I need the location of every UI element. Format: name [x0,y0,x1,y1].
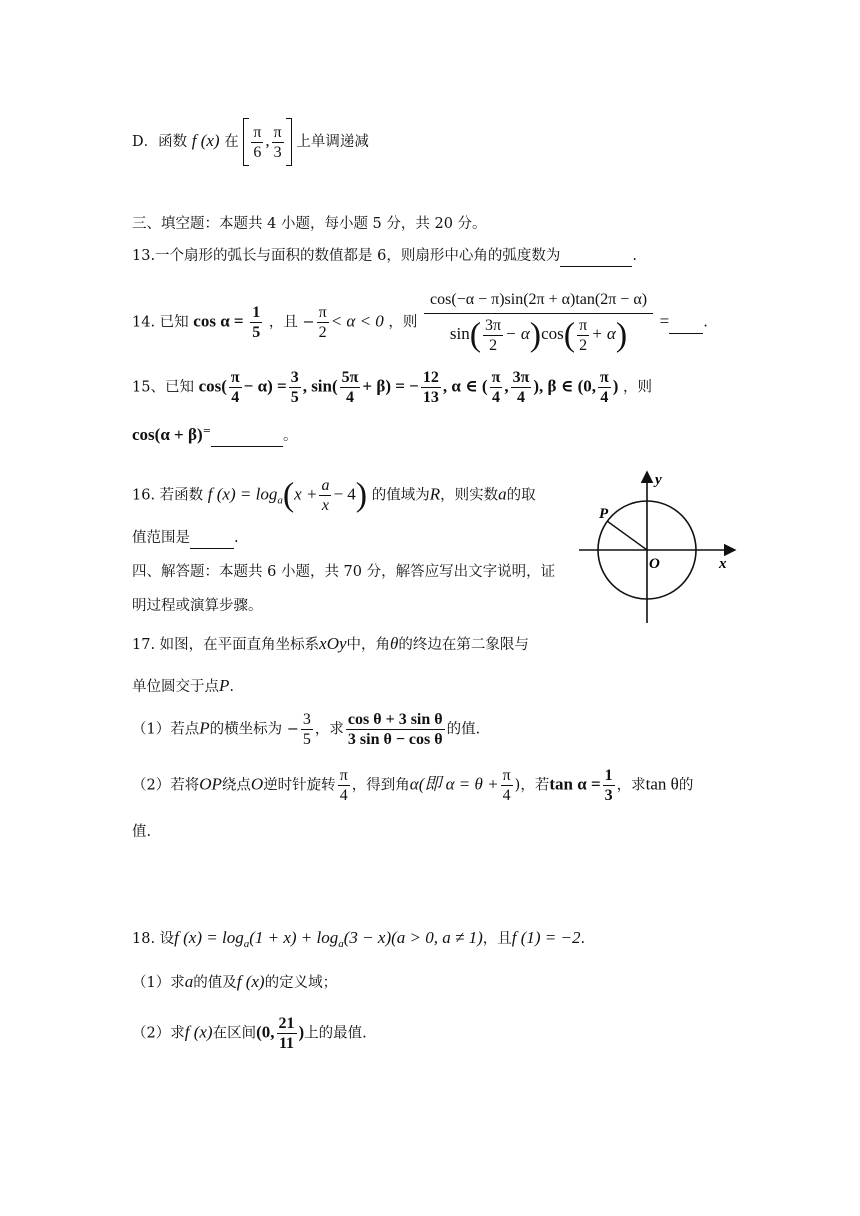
question-18-part-2: （2）求f (x)在区间(0, $\frac{21}{11}$ )上的最值. [132,1015,367,1052]
label-o: O [649,556,660,572]
answer-blank [190,528,234,549]
question-18-part-1: （1）求a的值及f (x)的定义域； [132,972,338,991]
function-fx: f (x) [191,131,220,150]
big-fraction: cos(−α − π)sin(2π + α)tan(2π − α) sin( $\frac{3\pi}{2}$ − α)cos( $\frac{\pi}{2}$ + α) [424,290,653,355]
answer-blank [669,313,703,334]
section-4-heading-line-2: 明过程或演算步骤。 [132,598,263,614]
fraction: $\frac{1}{5}$ [252,304,261,341]
question-16-line-2: 值范围是 . [132,528,239,549]
question-15: 15、已知 cos( $\frac{\pi}{4}$ − α) = $\frac{3}{5}$ , sin( $\frac{5\pi}{4}$ + β) = − $\frac{12}{13}$ , α ∈ ( $\frac{\pi}{4}$ , $\frac{3\pi}{4}$ ), β ∈ (0, $\frac{\pi}{4}$ ) ，则 [132,369,653,406]
fraction: $\frac{\pi}{3}$ [273,123,282,161]
answer-blank [560,246,632,267]
label-y: y [655,472,662,488]
question-14: 14. 已知 cos α = $\frac{1}{5}$ ，且 − $\frac{\pi}{2}$ < α < 0 ，则 cos(−α − π)sin(2π + α)tan(2π − α) sin( $\frac{3\pi}{2}$ − α)cos( $\frac{\pi}{2}$ + α) = . [132,291,708,354]
section-3-heading: 三、填空题：本题共 4 小题，每小题 5 分，共 20 分。 [132,216,487,232]
question-17-part-2: （2）若将OP绕点O逆时针旋转 $\frac{\pi}{4}$ ，得到角α(即 α = θ + $\frac{\pi}{4}$ )，若tan α = $\frac{1}{3}$ ，求tan θ的 [132,767,694,804]
unit-circle-diagram [575,468,745,628]
option-d: D．函数 f (x) 在 $\frac{\pi}{6}$ , $\frac{\pi}{3}$ 上单调递减 [132,118,369,166]
left-bracket [243,118,249,166]
question-17-line-last: 值. [132,824,152,840]
right-bracket [286,118,292,166]
label-p: P [599,506,609,522]
question-13: 13.一个扇形的弧长与面积的数值都是 6，则扇形中心角的弧度数为 . [132,246,637,267]
answer-blank [211,426,283,447]
question-18: 18. 设f $(x) = \log_a(1 + x) + \log_a(3 - x)(a > 0$, a ≠ 1)，且f (1) = −2. [132,928,586,950]
question-15-line-2: cos(α + β)= 。 [132,422,298,447]
question-16: 16. 若函数 f $(x) = \log_a(x$ + $\frac{a}{x}$ − 4) 的值域为R，则实数a的取 [132,476,536,514]
label-x: x [719,556,727,572]
fraction: $\frac{\pi}{6}$ [253,123,262,161]
terminal-side-op [607,521,647,550]
question-17-line-2: 单位圆交于点P. [132,676,234,695]
question-17-part-1: （1）若点P的横坐标为 − $\frac{3}{5}$ ，求 $\frac{\text{cos θ + 3 sin θ}}{\text{3 sin θ − cos θ}}$ 的值. [132,711,481,748]
question-17: 17. 如图，在平面直角坐标系xOy中，角θ的终边在第二象限与 [132,634,529,653]
fraction: $\frac{\pi}{2}$ [318,304,327,341]
section-4-heading: 四、解答题：本题共 6 小题，共 70 分，解答应写出文字说明，证 [132,564,556,580]
